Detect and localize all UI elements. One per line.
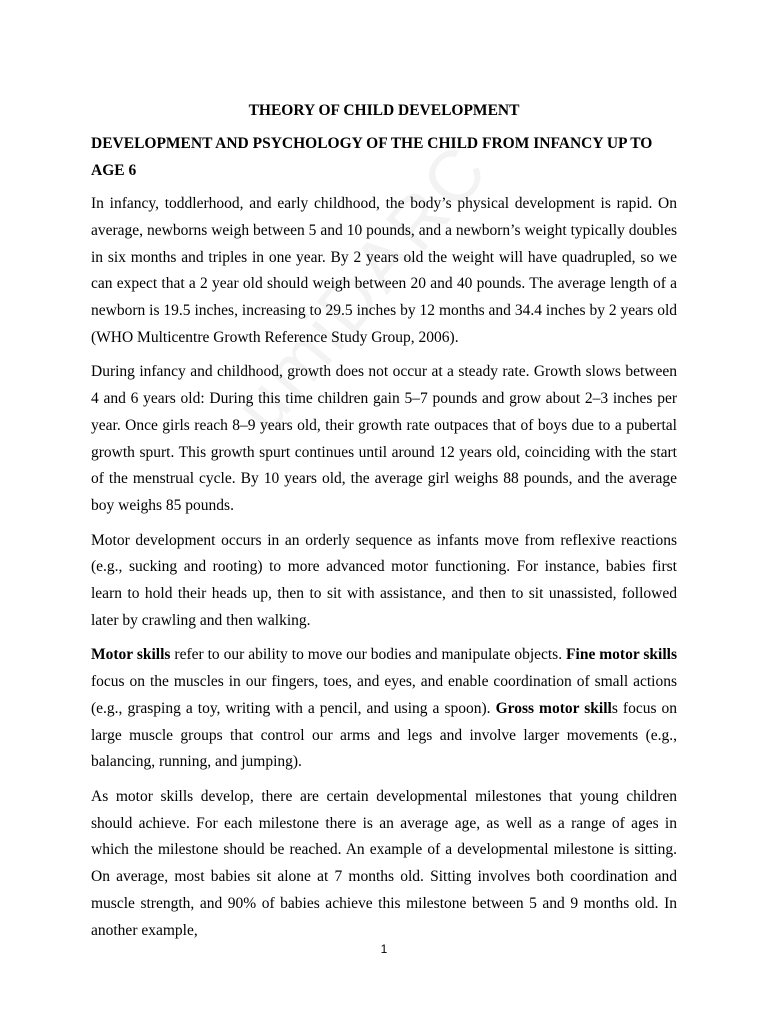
term-gross-motor-skills: Gross motor skill — [495, 699, 612, 717]
paragraph-milestones: As motor skills develop, there are certain developmental milestones that young children should achieve. For each milestone there is an average age, as well as a range of ages in which the milestone should be reached. An example of a developmental milestone is sitting. On average, most babies sit alone at 7 months old. Sitting involves both coordination and muscle strength, and 90% of babies achieve this milestone between 5 and 9 months old. In another example, — [91, 787, 677, 939]
document-page — [91, 97, 677, 952]
text-segment: s focus on large muscle groups that control our arms and legs and involve larger movements (e.g., balancing, running, and jumping). — [91, 699, 678, 771]
text-segment: focus on the muscles in our fingers, toes, and eyes, and enable coordination of small actions (e.g., grasping a toy, writing with a pencil, and using a spoon). — [91, 673, 677, 717]
term-motor-skills: Motor skills — [91, 646, 171, 664]
document-title: THEORY OF CHILD DEVELOPMENT — [248, 102, 520, 119]
paragraph-motor-skills — [91, 642, 677, 776]
paragraph-motor-development: Motor development occurs in an orderly sequence as infants move from reflexive reactions (e.g., sucking and rooting) to more advanced motor functioning. For instance, babies first learn to hold their heads up, then to sit with assistance, and then to sit unassisted, followed later by crawling and then walking. — [91, 531, 677, 629]
page-number: 1 — [380, 942, 388, 956]
paragraph-physical-development: In infancy, toddlerhood, and early childhood, the body’s physical development is rapid. On average, newborns weigh between 5 and 10 pounds, and a newborn’s weight typically doubles in six months and triples in one year. By 2 years old the weight will have quadrupled, so we can expect that a 2 year old should weigh between 20 and 40 pounds. The average length of a newborn is 19.5 inches, increasing to 29.5 inches by 12 months and 34.4 inches by 2 years old (WHO Multicentre Growth Reference Study Group, 2006). — [91, 195, 677, 346]
term-fine-motor-skills: Fine motor skills — [566, 646, 677, 664]
document-subtitle: DEVELOPMENT AND PSYCHOLOGY OF THE CHILD FROM INFANCY UP TO AGE 6 — [91, 135, 653, 179]
paragraph-growth-rate: During infancy and childhood, growth does not occur at a steady rate. Growth slows between 4 and 6 years old: During this time children gain 5–7 pounds and grow about 2–3 inches per year. Once girls reach 8–9 years old, their growth rate outpaces that of boys due to a pubertal growth spurt. This growth spurt continues until around 12 years old, coinciding with the start of the menstrual cycle. By 10 years old, the average girl weighs 88 pounds, and the average boy weighs 85 pounds. — [91, 363, 677, 515]
text-segment: refer to our ability to move our bodies and manipulate objects. — [170, 646, 567, 664]
